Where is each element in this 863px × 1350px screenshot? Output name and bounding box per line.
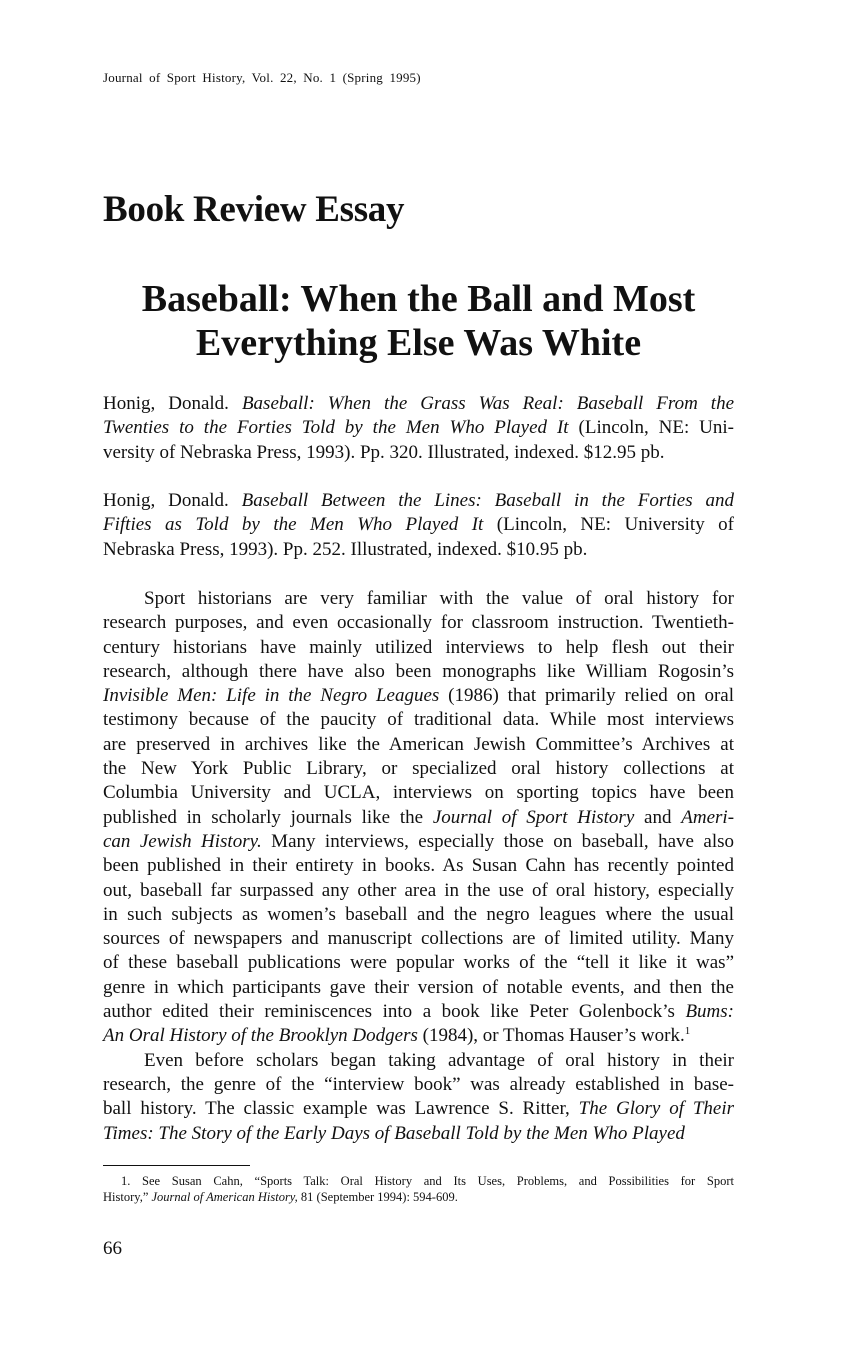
footnote-marker: 1 <box>684 1025 691 1038</box>
paragraph-line: research, although there have also been monographs like William Rogosin’s <box>103 660 734 682</box>
paragraph-line: Even before scholars began taking advantage of oral history in their <box>144 1049 734 1071</box>
paragraph-text: author edited their reminiscences into a book like Peter Golenbock’s <box>103 1001 675 1023</box>
footnote-text: 81 (September 1994): 594-609. <box>300 1190 458 1204</box>
essay-title-line-2: Everything Else Was White <box>195 322 642 364</box>
paragraph-text: (1986) that primarily relied on oral <box>448 685 735 707</box>
book-title: An Oral History of the Brooklyn Dodgers <box>103 1025 418 1047</box>
footnote-line: 1. See Susan Cahn, “Sports Talk: Oral History and Its Uses, Problems, and Possibilities for Sport <box>121 1174 734 1188</box>
paragraph-line: been published in their entirety in books. As Susan Cahn has recently pointed <box>103 855 734 877</box>
footnote <box>103 1173 734 1205</box>
citation-book-title: Fifties as Told by the Men Who Played It <box>103 514 484 536</box>
paragraph-text: Many interviews, especially those on baseball, have also <box>271 830 734 852</box>
paragraph-line: sources of newspapers and manuscript collections are of limited utility. Many <box>103 928 734 950</box>
paragraph-text: published in scholarly journals like the <box>103 806 424 828</box>
citation-publisher: Nebraska Press, 1993). Pp. 252. Illustrated, indexed. $10.95 pb. <box>103 538 588 560</box>
paragraph-text: and <box>644 806 672 828</box>
paragraph-line: research purposes, and even occasionally for classroom instruction. Twentieth- <box>103 612 734 634</box>
citation-2 <box>103 489 734 562</box>
book-title: Times: The Story of the Early Days of Baseball Told by the Men Who Played <box>103 1122 685 1144</box>
paragraph-line: testimony because of the paucity of traditional data. While most interviews <box>103 709 734 731</box>
citation-1 <box>103 392 734 465</box>
citation-author: Honig, Donald. <box>103 393 229 414</box>
page-number: 66 <box>103 1238 122 1259</box>
book-title: Bums: <box>685 1001 734 1023</box>
running-head: Journal of Sport History, Vol. 22, No. 1 (Spring 1995) <box>103 70 421 85</box>
journal-title: Journal of Sport History <box>432 806 635 828</box>
journal-title: Journal of American History, <box>151 1190 298 1204</box>
book-title: The Glory of Their <box>578 1098 735 1120</box>
paragraph-text: (1984), or Thomas Hauser’s work. <box>422 1025 685 1047</box>
citation-publisher: versity of Nebraska Press, 1993). Pp. 320. Illustrated, indexed. $12.95 pb. <box>103 441 665 463</box>
citation-book-title: Baseball Between the Lines: Baseball in the Forties and <box>241 490 734 511</box>
footnote-divider <box>103 1165 250 1166</box>
citation-author: Honig, Donald. <box>103 490 229 511</box>
citation-publisher: (Lincoln, NE: Uni- <box>578 417 734 439</box>
journal-title: can Jewish History. <box>103 830 262 852</box>
journal-title: Ameri- <box>681 806 735 828</box>
book-title: Invisible Men: Life in the Negro Leagues <box>103 685 440 707</box>
paragraph-line: are preserved in archives like the American Jewish Committee’s Archives at <box>103 733 734 755</box>
citation-book-title: Twenties to the Forties Told by the Men Who Played It <box>103 417 569 439</box>
citation-publisher: (Lincoln, NE: University of <box>496 514 734 536</box>
paragraph-line: of these baseball publications were popular works of the “tell it like it was” <box>103 952 734 974</box>
footnote-text: History,” <box>103 1190 149 1204</box>
essay-title-line-1: Baseball: When the Ball and Most <box>141 278 696 320</box>
body-text <box>103 587 734 1146</box>
paragraph-line: Columbia University and UCLA, interviews on sporting topics have been <box>103 782 734 804</box>
paragraph-line: genre in which participants gave their version of notable events, and then the <box>103 976 734 998</box>
citation-book-title: Baseball: When the Grass Was Real: Baseball From the <box>241 393 734 414</box>
section-title: Book Review Essay <box>103 189 405 230</box>
essay-title <box>103 277 734 365</box>
paragraph-text: ball history. The classic example was Lawrence S. Ritter, <box>103 1098 570 1120</box>
paragraph-line: out, baseball far surpassed any other area in the use of oral history, especially <box>103 879 734 901</box>
paragraph-line: Sport historians are very familiar with the value of oral history for <box>144 588 734 609</box>
paragraph-line: century historians have mainly utilized interviews to help flesh out their <box>103 636 734 658</box>
paragraph-line: research, the genre of the “interview book” was already established in base- <box>103 1073 734 1095</box>
paragraph-line: in such subjects as women’s baseball and the negro leagues where the usual <box>103 903 734 925</box>
paragraph-line: the New York Public Library, or specialized oral history collections at <box>103 758 734 780</box>
